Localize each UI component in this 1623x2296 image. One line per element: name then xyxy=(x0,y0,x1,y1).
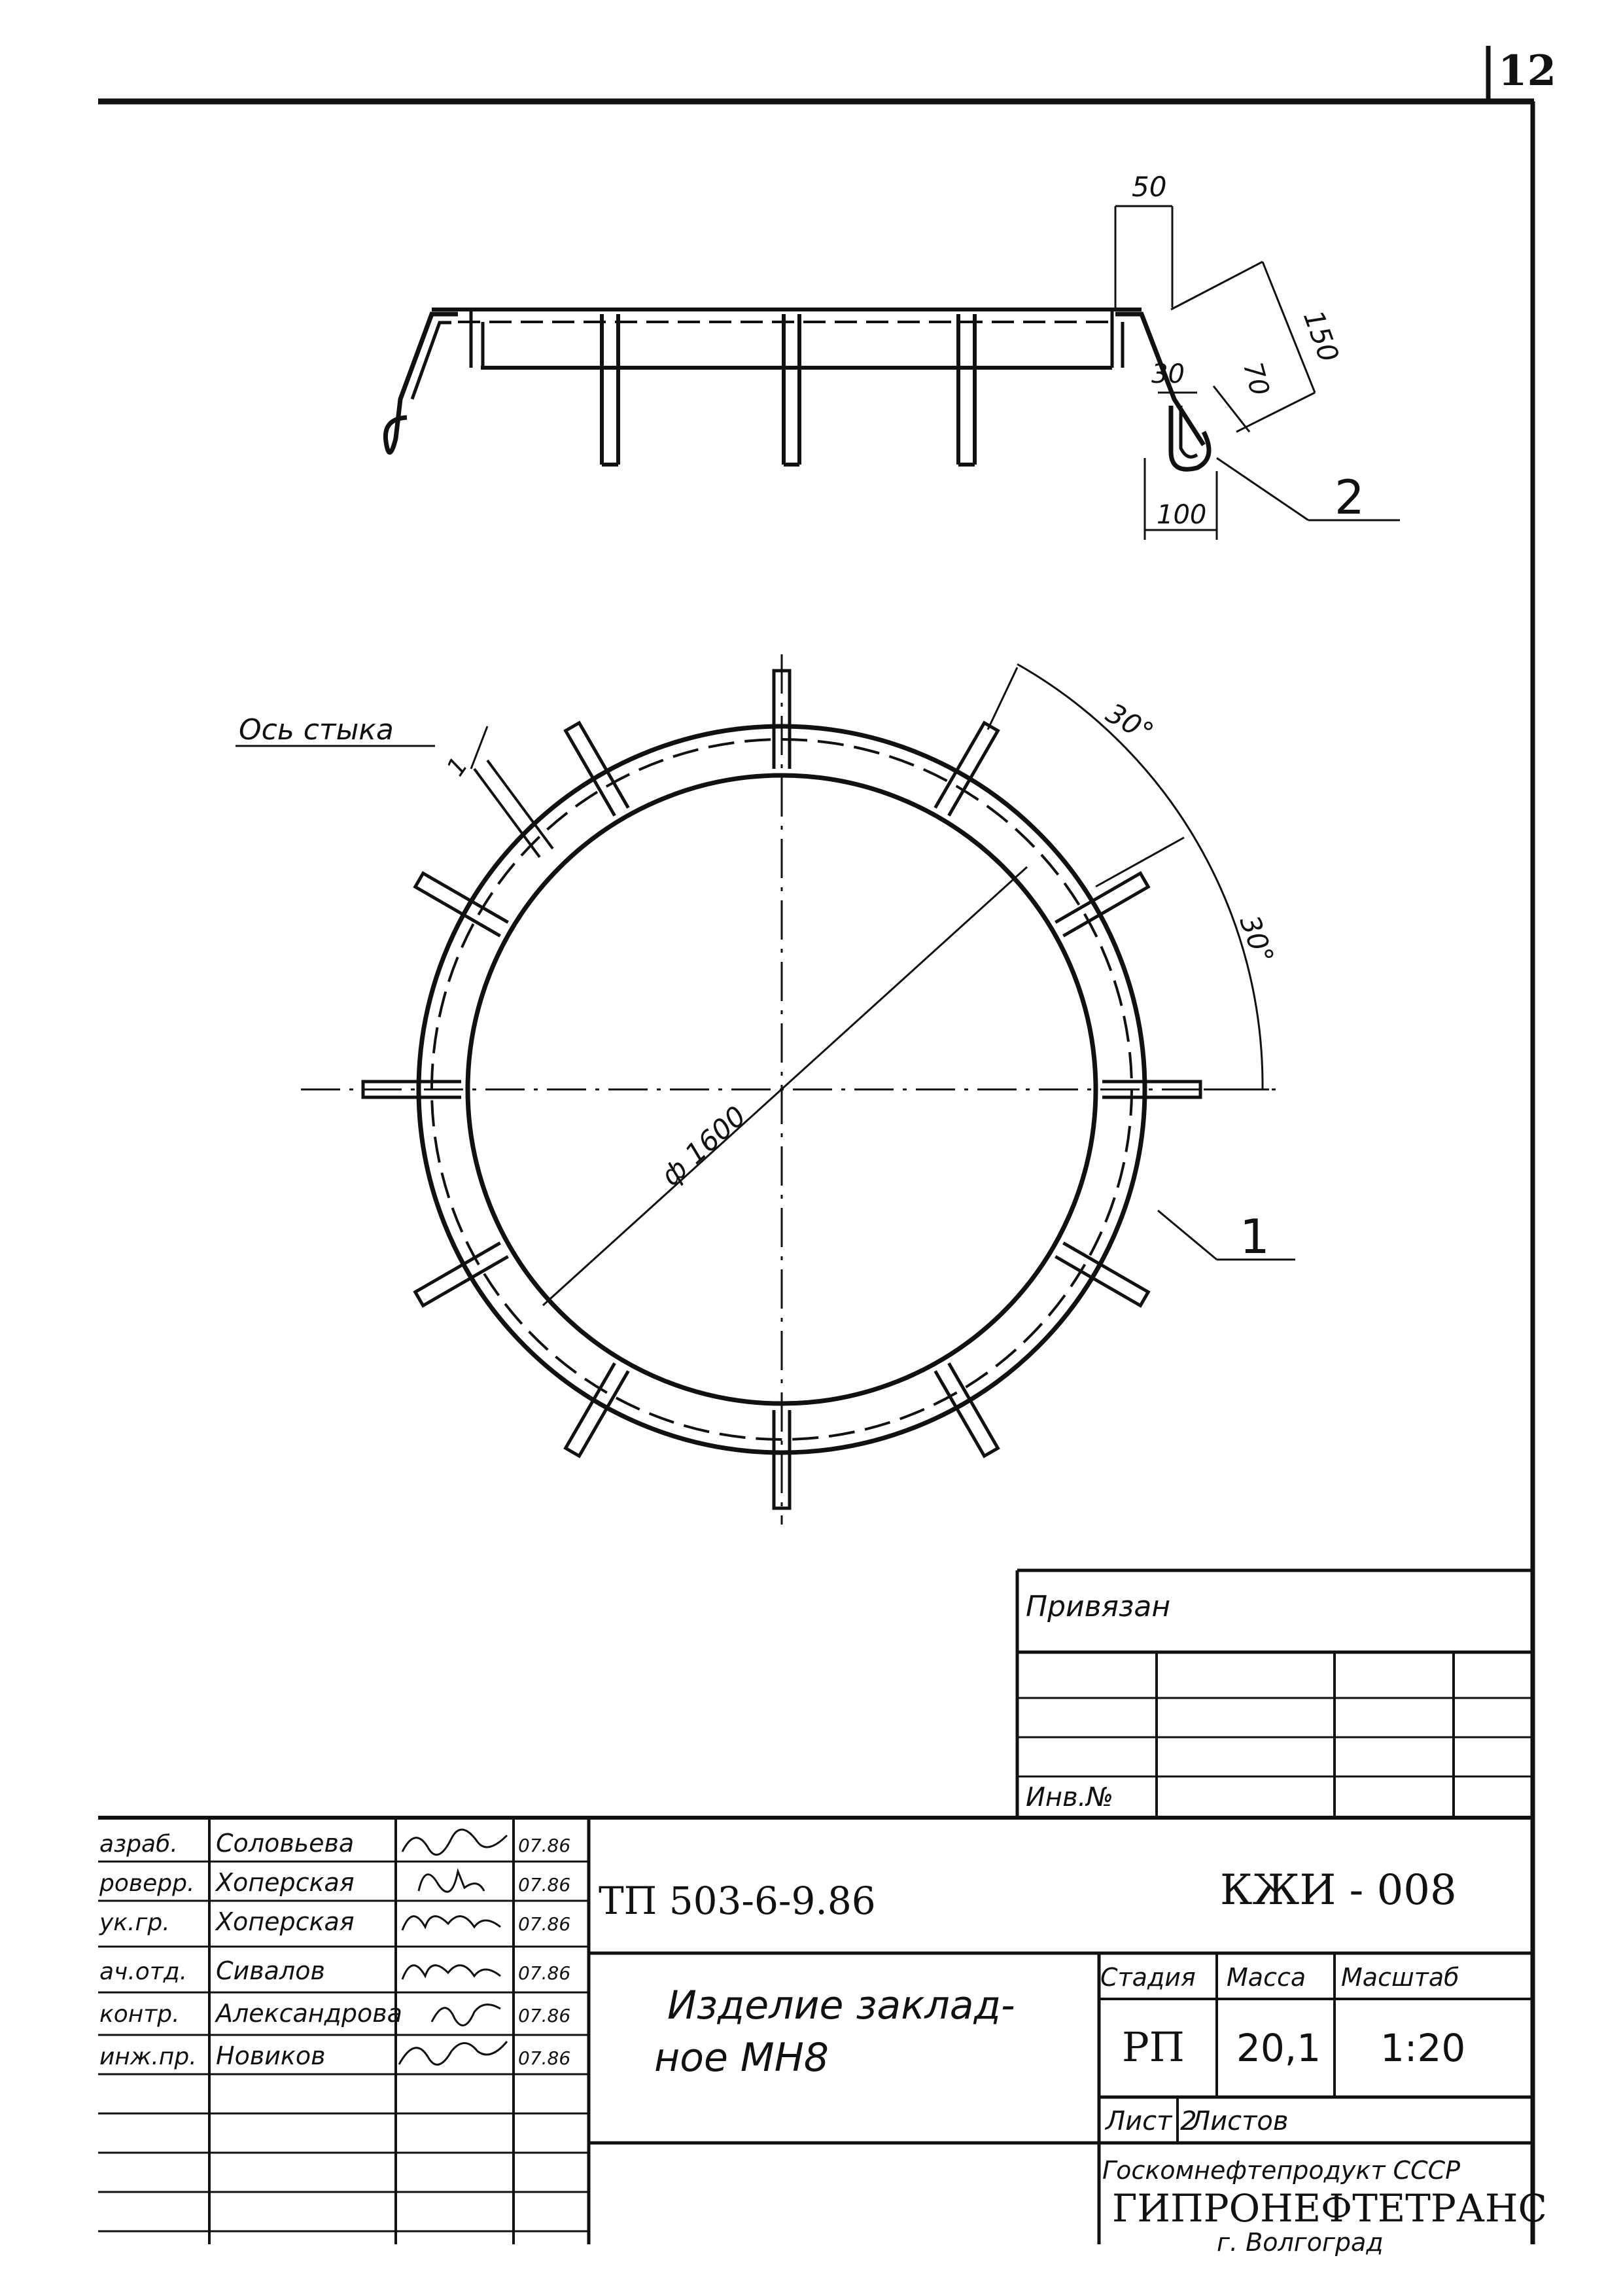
sig-date-2: 07.86 xyxy=(518,1874,571,1896)
inv-label: Инв.№ xyxy=(1026,1782,1113,1812)
callout-2: 2 xyxy=(1335,470,1365,525)
sig-name-2: Хоперская xyxy=(216,1868,355,1897)
ring-anchor-bar xyxy=(415,1243,508,1306)
sheets-label: Листов xyxy=(1191,2106,1289,2136)
sig-date-5: 07.86 xyxy=(518,2005,571,2026)
ring-anchor-bar xyxy=(935,1363,998,1456)
dim-50-label: 50 xyxy=(1132,171,1167,203)
diameter-label: ф 1600 xyxy=(654,1099,752,1192)
mass-header: Масса xyxy=(1227,1963,1306,1992)
sig-role-6: инж.пр. xyxy=(99,2043,197,2070)
item-name-line-1: Изделие заклад- xyxy=(667,1983,1015,2028)
dim-30-label: 30 xyxy=(1151,359,1185,389)
sig-name-5: Александрова xyxy=(216,1999,402,2028)
ring-anchor-bar xyxy=(415,874,508,936)
side-anchors xyxy=(602,314,975,465)
binding-title: Привязан xyxy=(1026,1590,1171,1623)
sig-name-3: Хоперская xyxy=(216,1907,355,1936)
angle-label-1: 30° xyxy=(1100,696,1159,749)
dim-100-label: 100 xyxy=(1157,500,1207,530)
org-line-3: г. Волгоград xyxy=(1217,2228,1384,2257)
sig-date-4: 07.86 xyxy=(518,1962,571,1984)
plan-view xyxy=(236,654,1295,1525)
ring-anchor-bar xyxy=(566,723,629,816)
ring-anchor-bar xyxy=(1055,1243,1148,1306)
sheet-label: Лист 2 xyxy=(1106,2106,1197,2136)
sig-name-4: Сивалов xyxy=(216,1956,325,1985)
joint-axis-label: Ось стыка xyxy=(239,713,394,747)
drawing-code: КЖИ - 008 xyxy=(1220,1866,1457,1915)
sheet-number: 12 xyxy=(1498,46,1557,96)
stage-value: РП xyxy=(1122,2023,1185,2071)
dim-70-label: 70 xyxy=(1237,359,1275,399)
ring-anchor-bar xyxy=(566,1363,629,1456)
callout-1: 1 xyxy=(1240,1209,1270,1264)
sig-date-6: 07.86 xyxy=(518,2047,571,2069)
org-line-1: Госкомнефтепродукт СССР xyxy=(1102,2156,1461,2185)
sig-role-5: контр. xyxy=(99,2001,180,2028)
joint-dim-label: 1 xyxy=(440,752,474,782)
sig-date-1: 07.86 xyxy=(518,1835,571,1856)
org-line-2: ГИПРОНЕФТЕТРАНС xyxy=(1112,2186,1547,2231)
sig-date-3: 07.86 xyxy=(518,1913,571,1935)
sig-name-1: Соловьева xyxy=(216,1829,355,1858)
sig-name-6: Новиков xyxy=(216,2041,326,2070)
sig-role-2: роверр. xyxy=(99,1870,195,1897)
mass-value: 20,1 xyxy=(1236,2026,1321,2070)
sig-role-3: ук.гр. xyxy=(99,1909,170,1936)
project-code: ТП 503-6-9.86 xyxy=(599,1879,876,1923)
item-name-line-2: ное МН8 xyxy=(654,2035,829,2081)
angle-label-2: 30° xyxy=(1233,911,1280,968)
side-view xyxy=(385,309,1209,469)
ring-anchor-bar xyxy=(935,723,998,816)
scale-value: 1:20 xyxy=(1380,2026,1466,2070)
scale-header: Масштаб xyxy=(1341,1963,1459,1992)
sig-role-4: ач.отд. xyxy=(99,1958,188,1985)
stage-header: Стадия xyxy=(1100,1963,1196,1992)
sig-role-1: азраб. xyxy=(99,1831,178,1858)
dim-150-label: 150 xyxy=(1297,306,1346,366)
